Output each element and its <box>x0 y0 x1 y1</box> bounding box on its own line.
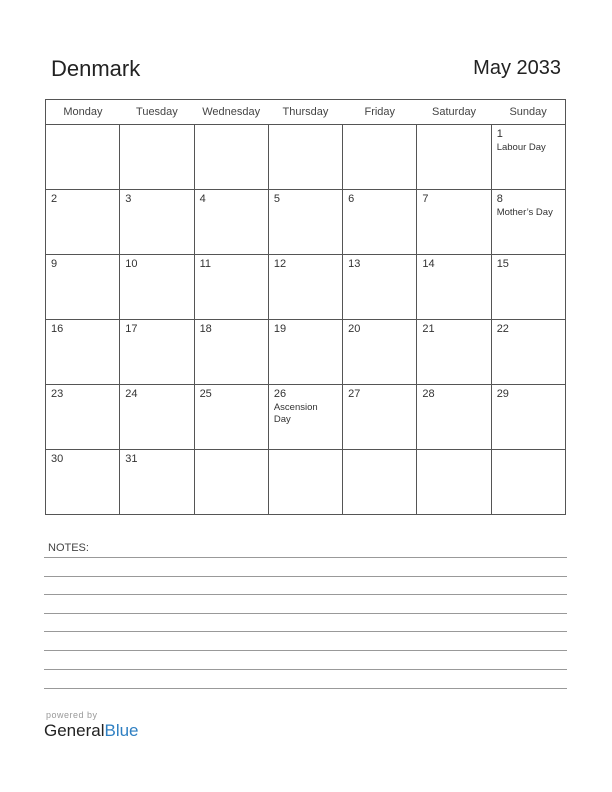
week-row <box>46 255 566 320</box>
day-cell <box>194 190 268 255</box>
day-cell <box>120 255 194 320</box>
notes-line <box>44 650 567 651</box>
notes-line <box>44 576 567 577</box>
day-number: 8 <box>496 193 503 205</box>
day-cell <box>268 190 342 255</box>
logo-text-blue: Blue <box>104 721 139 740</box>
day-cell <box>343 450 417 515</box>
day-cell <box>120 450 194 515</box>
day-number: 20 <box>348 323 361 335</box>
day-number: 9 <box>51 258 58 270</box>
day-cell <box>491 125 565 190</box>
day-number: 6 <box>348 193 355 205</box>
day-number: 19 <box>273 323 287 335</box>
day-number: 3 <box>125 193 132 205</box>
day-cell <box>417 385 491 450</box>
day-number: 26 <box>273 388 287 400</box>
day-number: 31 <box>125 453 138 465</box>
day-cell <box>120 385 194 450</box>
day-number: 10 <box>125 258 138 270</box>
powered-by-label: powered by <box>46 710 98 720</box>
day-number: 7 <box>422 193 429 205</box>
day-cell <box>120 125 194 190</box>
day-cell <box>120 190 194 255</box>
day-cell <box>268 320 342 385</box>
day-cell <box>194 320 268 385</box>
day-number: 28 <box>422 388 435 400</box>
day-cell <box>343 385 417 450</box>
day-cell <box>120 320 194 385</box>
logo-text-general: General <box>44 721 105 740</box>
day-cell <box>417 320 491 385</box>
day-cell <box>268 255 342 320</box>
notes-line <box>44 594 567 595</box>
week-row <box>46 320 566 385</box>
day-number: 5 <box>273 193 280 205</box>
notes-line <box>44 631 567 632</box>
day-cell <box>46 190 120 255</box>
week-row <box>46 385 566 450</box>
day-cell <box>491 255 565 320</box>
day-number: 21 <box>422 323 435 335</box>
day-number: 24 <box>125 388 138 400</box>
day-number: 4 <box>199 193 206 205</box>
day-number: 30 <box>51 453 64 465</box>
day-cell <box>46 255 120 320</box>
day-number: 16 <box>51 323 64 335</box>
holiday-label: Mother’s Day <box>496 207 553 218</box>
week-row <box>46 450 566 515</box>
weekday-header: Wednesday <box>194 100 268 125</box>
day-number: 12 <box>273 258 287 270</box>
day-number: 14 <box>422 258 435 270</box>
day-cell <box>417 125 491 190</box>
day-number: 2 <box>51 193 58 205</box>
day-number: 13 <box>348 258 361 270</box>
weekday-header: Tuesday <box>120 100 194 125</box>
day-cell <box>343 125 417 190</box>
day-number: 1 <box>496 128 503 140</box>
week-row <box>46 190 566 255</box>
calendar-grid <box>45 99 566 515</box>
day-cell <box>417 190 491 255</box>
day-cell <box>268 385 342 450</box>
day-cell <box>194 125 268 190</box>
day-number: 23 <box>51 388 64 400</box>
day-cell <box>491 385 565 450</box>
notes-line <box>44 557 567 558</box>
day-cell <box>417 450 491 515</box>
weekday-header: Sunday <box>491 100 565 125</box>
week-row <box>46 125 566 190</box>
day-cell <box>46 450 120 515</box>
day-cell <box>268 125 342 190</box>
notes-line <box>44 669 567 670</box>
notes-line <box>44 613 567 614</box>
day-number: 17 <box>125 323 138 335</box>
day-cell <box>194 450 268 515</box>
weekday-header: Thursday <box>268 100 342 125</box>
day-cell <box>491 190 565 255</box>
day-number: 15 <box>496 258 509 270</box>
day-cell <box>491 450 565 515</box>
generalblue-logo <box>44 721 139 741</box>
day-cell <box>491 320 565 385</box>
day-cell <box>194 385 268 450</box>
day-number: 11 <box>199 258 211 270</box>
country-title: Denmark <box>51 56 141 81</box>
day-cell <box>194 255 268 320</box>
day-number: 22 <box>496 323 509 335</box>
notes-label: NOTES: <box>48 542 89 554</box>
day-cell <box>343 320 417 385</box>
day-number: 29 <box>496 388 509 400</box>
weekday-header: Friday <box>343 100 417 125</box>
holiday-label: Labour Day <box>496 142 546 153</box>
day-cell <box>46 320 120 385</box>
notes-line <box>44 688 567 689</box>
day-cell <box>343 190 417 255</box>
day-number: 18 <box>199 323 212 335</box>
weekday-header-row <box>46 100 566 125</box>
day-cell <box>46 125 120 190</box>
day-cell <box>268 450 342 515</box>
day-number: 27 <box>348 388 361 400</box>
holiday-label: Ascension Day <box>273 402 318 425</box>
day-cell <box>343 255 417 320</box>
weekday-header: Monday <box>46 100 120 125</box>
day-cell <box>417 255 491 320</box>
weekday-header: Saturday <box>417 100 491 125</box>
day-number: 25 <box>199 388 212 400</box>
day-cell <box>46 385 120 450</box>
month-title: May 2033 <box>473 57 561 79</box>
